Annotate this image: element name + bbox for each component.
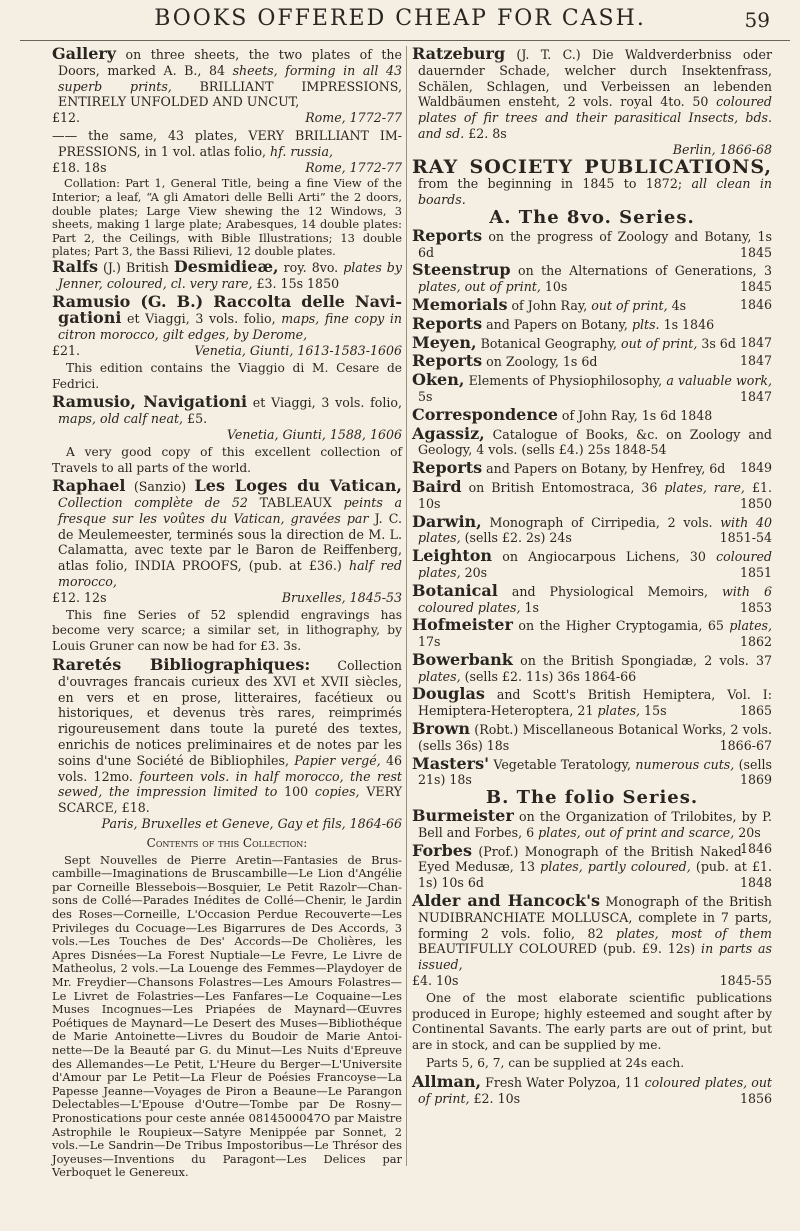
entry-italic: with 6 coloured plates, [418,583,772,615]
left-column [52,46,402,1180]
entry-place: Bruxelles, 1845-53 [281,589,402,605]
collation-note: Collation: Part 1, General Title, being a fine View of the Interior; a leaf, “A gli Amatori delle Belli Arti” the 2 doors, double plates; Large View shewing the 12 Windows, 3 sheets, making 1 large plate; Arabesques, 14 double plates: Part 2, the Ceilings, with Bible Illustrations; 13 double plates; Part 3, the Bassi Rilievi, 12 double plates. [52,176,402,259]
entry-head: Oken, [412,370,465,390]
entry-head: Agassiz, [412,423,485,443]
entry-text: (pub. at £1. 1s) 10s 6d [418,859,772,891]
entry-darwin [412,511,773,547]
entry-ratzeburg [412,46,772,158]
header-rule [20,40,790,41]
entry-head: Masters' [412,753,489,773]
entry-year: 1851-54 [719,530,772,546]
entry-italic: plates, rare, [664,479,745,495]
entry-head: RAY SOCIETY PUBLICATIONS, [412,155,772,178]
entry-place: Rome, 1772-77 [305,159,402,175]
entry-text: 5s [418,388,433,404]
entry-year: 1849 [739,460,772,476]
entry-text: 4s [667,297,687,313]
entry-text: (sells £2. 11s) 36s 1864-66 [460,668,637,684]
entry-head: Burmeister [412,806,514,826]
entry-italic: coloured plates, [418,549,772,580]
entry-italic: copies, [314,784,360,800]
entry-italic: Collection complète de 52 [58,495,260,511]
entry-note: A very good copy of this excellent collection of Travels to all parts of the world. [52,444,402,475]
entry-text: £1. 10s [418,479,772,511]
entry-price: £12. [52,110,81,126]
entry-reports-zoology-2 [412,353,772,370]
entry-correspondence [412,404,772,424]
entry-hofmeister [412,617,772,650]
entry-italic: maps, old calf neat, [58,411,184,427]
entry-year: 1847 [739,353,772,369]
entry-ramusio-2 [52,394,402,442]
contents-heading: Contents of this Collection: [146,835,308,850]
entry-italic: plates, most of them [616,925,772,941]
entry-italic: sheets, forming in all 43 superb prints, [58,62,403,94]
entry-text: (Sanzio) [125,479,195,495]
entry-text: J. C. de Meulemeester, terminés sous la direction de M. L. Calamatta, avec texte par le Baron de Reiffenberg, atlas folio, INDIA PROOFS, (pub. at £36.) [58,510,402,574]
entry-text: and Physiological Memoirs, [497,583,722,599]
contents-list: Sept Nouvelles de Pierre Aretin—Fantasies de Bruscambille—Imaginations de Bruscambille—Le Lion d'Angélie par Corneille Blessebois—Bosquier, Le Petit Razolr—Chansons de Collé—Parades Inédites de Collé—Chenir, le Jardin des Roses—Corneille, L'Occasion Perdue Recouverte—Les Privileges du Cocuage—Les Bigarrures de Des Accords, 3 vols.—Les Touches de Des' Accords—De Cholières, les Apres Disnées—La Forest Nuptiale—Le Fevre, Le Livre de Matheolus, 2 vols.—La Louenge des Femmes—Playdoyer de Mr. Freydier—Chansons Folastres—Les Amours Folastres—Le Livret de Folastries—Les Fanfares—Le Coquaine—Les Muses Incognues—Les Priapées de Maynard—Œuvres Poétiques de Maynard—Le Desert des Muses—Bibliothéque de Marie Antoinette—Livres du Boudoir de Marie Antoinette—De la Beauté par G. du Minut—Les Nuits d'Epreuve des Allemandes—Le Petit, L'Heure du Berger—L'Universite d'Amour par Le Petit—La Fleur de Poésies Francoyse—La Papesse Jeanne—Voyages de Piron a Beaune—Le Parangon Delectables—L'Epouse d'Outre—Tombe par De Rosny—Pronostications pour ceste année 0814500047O par Maistre Astrophile le Roupieux—Satyre Menippée par Sonnet, 2 vols.—Le Sandrin—De Tribus Impostoribus—Le Thrésor des Joyeuses—Inventions du Paragont—Les Delices par Verboquet le Genereux. [52,852,402,1180]
entry-head: Steenstrup [412,260,511,280]
entry-text: Fresh Water Polyzoa, 11 [481,1074,645,1090]
entry-italic: all clean in boards. [418,176,772,208]
entry-text: on Angiocarpous Lichens, 30 [492,549,717,565]
entry-alder-hancock [412,893,772,989]
entry-italic: a valuable work, [666,373,772,389]
entry-reports-botany [412,313,772,333]
entry-head: Botanical [412,580,498,600]
entry-italic: coloured plates of fir trees and their parasitical Insects, bds. and sd. [418,94,772,141]
entry-text: BRILLIANT IMPRESSIONS, ENTIRELY UNFOLDED AND UNCUT, [58,78,402,110]
entry-text: 1s 1846 [659,316,715,332]
entry-head: Reports [412,313,483,333]
entry-text: 3s 6d [697,335,736,351]
entry-botanical-memoirs [412,580,772,616]
entry-note: One of the most elaborate scientific publications produced in Europe; highly esteemed and sought after by Continental Savants. The early parts are out of print, but are in stock, and can be supplied by me. [412,990,772,1053]
entry-text: (Prof.) Monograph of the British Naked-Eyed Medusæ, 13 [418,843,746,875]
entry-text: and Papers on Botany, [482,316,632,332]
entry-place: Venetia, Giunti, 1588, 1606 [226,426,402,442]
column-divider [406,46,407,1166]
entry-italic: coloured plates, out of print, [418,1074,772,1106]
entry-bowerbank [412,649,772,685]
entry-text: 10s [540,279,568,295]
entry-italic: plts. [631,316,660,332]
entry-head: Douglas [412,684,485,704]
entry-place: Rome, 1772-77 [305,110,402,126]
entry-italic: in parts as issued, [418,941,772,973]
section-heading-folio: B. The folio Series. [485,787,699,809]
entry-price: £12. 12s [52,589,107,605]
entry-text: Collection d'ouvrages francais curieux des XVI et XVII siècles, en vers et en prose, litteraires, facétieux ou historiques, et devenus très rares, reimprimés rigoureusement dans toute la pureté des textes, enrichis de notices preliminaires et de notes par les soins d'une Société de Bibliophiles, [58,658,402,768]
entry-text: (J.) British [98,259,174,275]
entry-forbes [412,840,772,891]
entry-head: Brown [412,719,471,739]
entry-year: 1847 [739,334,772,350]
entry-text: —— the same, 43 plates, VERY BRILLIANT IMPRESSIONS, in 1 vol. atlas folio, [52,127,402,159]
entry-head: Memorials [412,294,508,314]
entry-italic: plates, out of print and scarce, [538,824,735,840]
entry-head: Les Loges du Vatican, [194,476,403,496]
entry-agassiz [412,423,772,459]
entry-text: on the Alternations of Generations, 3 [510,263,772,279]
entry-text: Monograph of the British NUDIBRANCHIATE MOLLUSCA, complete in 7 parts, forming 2 vols. folio, 82 [418,894,772,941]
entry-italic: with 40 plates, [418,514,773,546]
entry-head: Reports [412,225,483,245]
entry-italic: out of print, [591,297,668,313]
entry-place: Paris, Bruxelles et Geneve, Gay et fils, 1864-66 [101,816,402,832]
entry-head: Ramusio (G. B.) Raccolta delle Navigationi [52,291,402,328]
section-heading-8vo: A. The 8vo. Series. [489,206,695,228]
entry-text: Elements of Physiophilosophy, [464,373,667,389]
entry-raphael [52,478,402,605]
entry-year: 1851 [739,564,772,580]
entry-text: 46 vols. 12mo. [58,752,403,784]
entry-italic: plates by Jenner, coloured, cl. very rare, [58,259,402,291]
entry-head: Correspondence [412,404,558,424]
entry-head: Hofmeister [412,615,513,635]
entry-price: £21. [52,342,81,358]
entry-price: £5. [183,411,208,427]
entry-raretes [52,657,402,832]
entry-italic: hf. russia, [270,143,333,159]
entry-head: Meyen, [412,332,477,352]
page-header [0,6,800,40]
entry-douglas [412,686,772,719]
entry-text: 20s [460,564,488,580]
entry-text: 15s [640,703,667,719]
entry-text: et Viaggi, 3 vols. folio, [247,395,403,411]
entry-year: 1845 [739,244,772,260]
entry-text: on three sheets, the two plates of the Doors, marked A. B., 84 [58,47,402,78]
entry-steenstrup [412,262,772,295]
entry-year: 1869 [739,772,772,788]
entry-year: 1846 [739,840,772,856]
entry-price: £2. 8s [464,125,507,141]
entry-head: Alder and Hancock's [412,891,600,911]
entry-italic: fourteen vols. in half morocco, the rest sewed, the impression limited to [58,768,402,800]
entry-place: Venetia, Giunti, 1613-1583-1606 [194,342,402,358]
entry-text: of John Ray, 1s 6d 1848 [557,407,713,423]
entry-italic: plates, [597,703,641,719]
entry-note: This edition contains the Viaggio di M. Cesare de Fedrici. [52,360,402,391]
entry-head: Desmidieæ, [173,256,279,276]
entry-meyen [412,332,772,352]
entry-text: 100 [277,784,315,800]
entry-text: on British Entomostraca, 36 [461,479,665,495]
entry-memorials [412,294,772,314]
entry-head: Baird [412,476,462,496]
entry-head: Ralfs [52,256,98,276]
entry-text: Botanical Geography, [476,335,622,351]
entry-year: 1850 [739,495,772,511]
entry-year: 1846 [739,296,772,312]
entry-text: and Papers on Botany, by Henfrey, 6d [482,461,726,477]
entry-head: Ratzeburg [412,44,506,63]
entry-text: Monograph of Cirripedia, 2 vols. [481,514,721,530]
page-number: 59 [744,8,770,32]
entry-italic: plates, [418,668,461,684]
entry-head: Gallery [52,44,117,63]
entry-year: 1847 [739,388,772,404]
entry-ramusio-1 [52,291,403,359]
entry-head: Raphael [52,476,126,496]
entry-italic: out of print, [621,335,698,351]
entry-oken [412,372,772,405]
entry-italic: maps, fine copy in citron morocco, gilt edges, by Derome, [58,311,403,343]
entry-text: Catalogue of Books, &c. on Zoology and Geology, 4 vols. (sells £4.) 25s 1848-54 [418,426,772,458]
entry-head: Leighton [412,546,493,566]
entry-ralfs [52,256,402,292]
entry-text: BEAUTIFULLY COLOURED (pub. £9. 12s) [418,941,702,957]
entry-year: 1865 [739,703,772,719]
right-column [412,46,772,1108]
entry-text: roy. 8vo. [278,259,344,275]
entry-year: 1845-55 [719,973,772,989]
page-title: BOOKS OFFERED CHEAP FOR CASH. [154,6,646,31]
entry-baird [412,476,772,512]
entry-head: Reports [412,458,483,478]
entry-head: Ramusio, Navigationi [52,392,248,412]
entry-text: Vegetable Teratology, [489,756,636,772]
entry-gallery-same [52,128,402,175]
entry-price: £18. 18s [52,159,107,175]
entry-text: VERY SCARCE, £18. [58,784,403,816]
entry-year: 1856 [739,1090,772,1106]
entry-year: 1848 [739,875,772,891]
entry-reports-zoology [412,225,772,261]
entry-text: on the Higher Cryptogamia, 65 [512,618,730,634]
entry-year: 1853 [739,599,772,615]
entry-text: TABLEAUX [259,495,344,511]
entry-gallery [52,46,402,126]
entry-price: £4. 10s [412,973,459,989]
entry-text: (sells £2. 2s) 24s [460,530,572,546]
entry-text: 20s [734,824,761,840]
entry-italic: Papier vergé, [294,752,381,768]
entry-masters [412,753,772,789]
entry-text: of John Ray, [507,297,592,313]
entry-text: on Zoology, 1s 6d [482,354,598,370]
entry-head: Darwin, [412,511,482,531]
entry-head: Forbes [412,840,472,860]
entry-text: on the progress of Zoology and Botany, 1s 6d [418,228,772,260]
entry-text: (Robt.) Miscellaneous Botanical Works, 2 vols. (sells 36s) 18s [418,722,772,753]
entry-text: et Viaggi, 3 vols. folio, [121,311,282,327]
entry-text: 1s [520,599,539,615]
entry-head: Reports [412,351,483,371]
entry-text: 17s [418,634,441,650]
entry-year: 1862 [739,634,772,650]
entry-ray-society [412,155,772,208]
entry-text: and Scott's British Hemiptera, Vol. I: Hemiptera-Heteroptera, 21 [418,687,772,719]
entry-text: on the British Spongiadæ, 2 vols. 37 [512,652,772,668]
entry-price: £3. 15s 1850 [252,275,340,291]
entry-head: Bowerbank [412,649,513,669]
entry-italic: half red morocco, [58,558,402,590]
entry-italic: plates, [729,618,772,634]
entry-note: This fine Series of 52 splendid engravings has become very scarce; a similar set, in lithography, by Louis Gruner can now be had for £3. 3s. [52,607,402,654]
entry-text: (sells 21s) 18s [418,756,772,788]
entry-place: Berlin, 1866-68 [672,141,772,157]
entry-italic: peints a fresque sur les voûtes du Vatican, gravées par [58,495,403,526]
entry-year: 1845 [739,279,772,295]
entry-text: from the beginning in 1845 to 1872; [418,176,692,192]
entry-allman [412,1071,772,1107]
entry-head: Allman, [412,1071,482,1091]
entry-text: (J. T. C.) Die Waldverderbniss oder dauernder Schade, welcher durch Insektenfrass, Schälen, Schlagen, und Verbeissen an lebenden Waldbäumen ensteht, 2 vols. royal 4to. 50 [418,47,772,110]
entry-year: 1866-67 [719,737,772,753]
entry-italic: numerous cuts, [635,756,735,772]
entry-text: £2. 10s [469,1090,521,1106]
entry-brown [412,721,772,754]
entry-reports-henfrey [412,460,772,477]
entry-italic: plates, out of print, [418,279,541,295]
entry-text: on the Organization of Trilobites, by P. Bell and Forbes, 6 [418,809,772,840]
entry-italic: plates, partly coloured, [540,859,691,875]
entry-leighton [412,548,772,581]
entry-note: Parts 5, 6, 7, can be supplied at 24s each. [426,1056,685,1071]
entry-burmeister [412,806,772,856]
entry-head: Raretés Bibliographiques: [52,655,311,675]
